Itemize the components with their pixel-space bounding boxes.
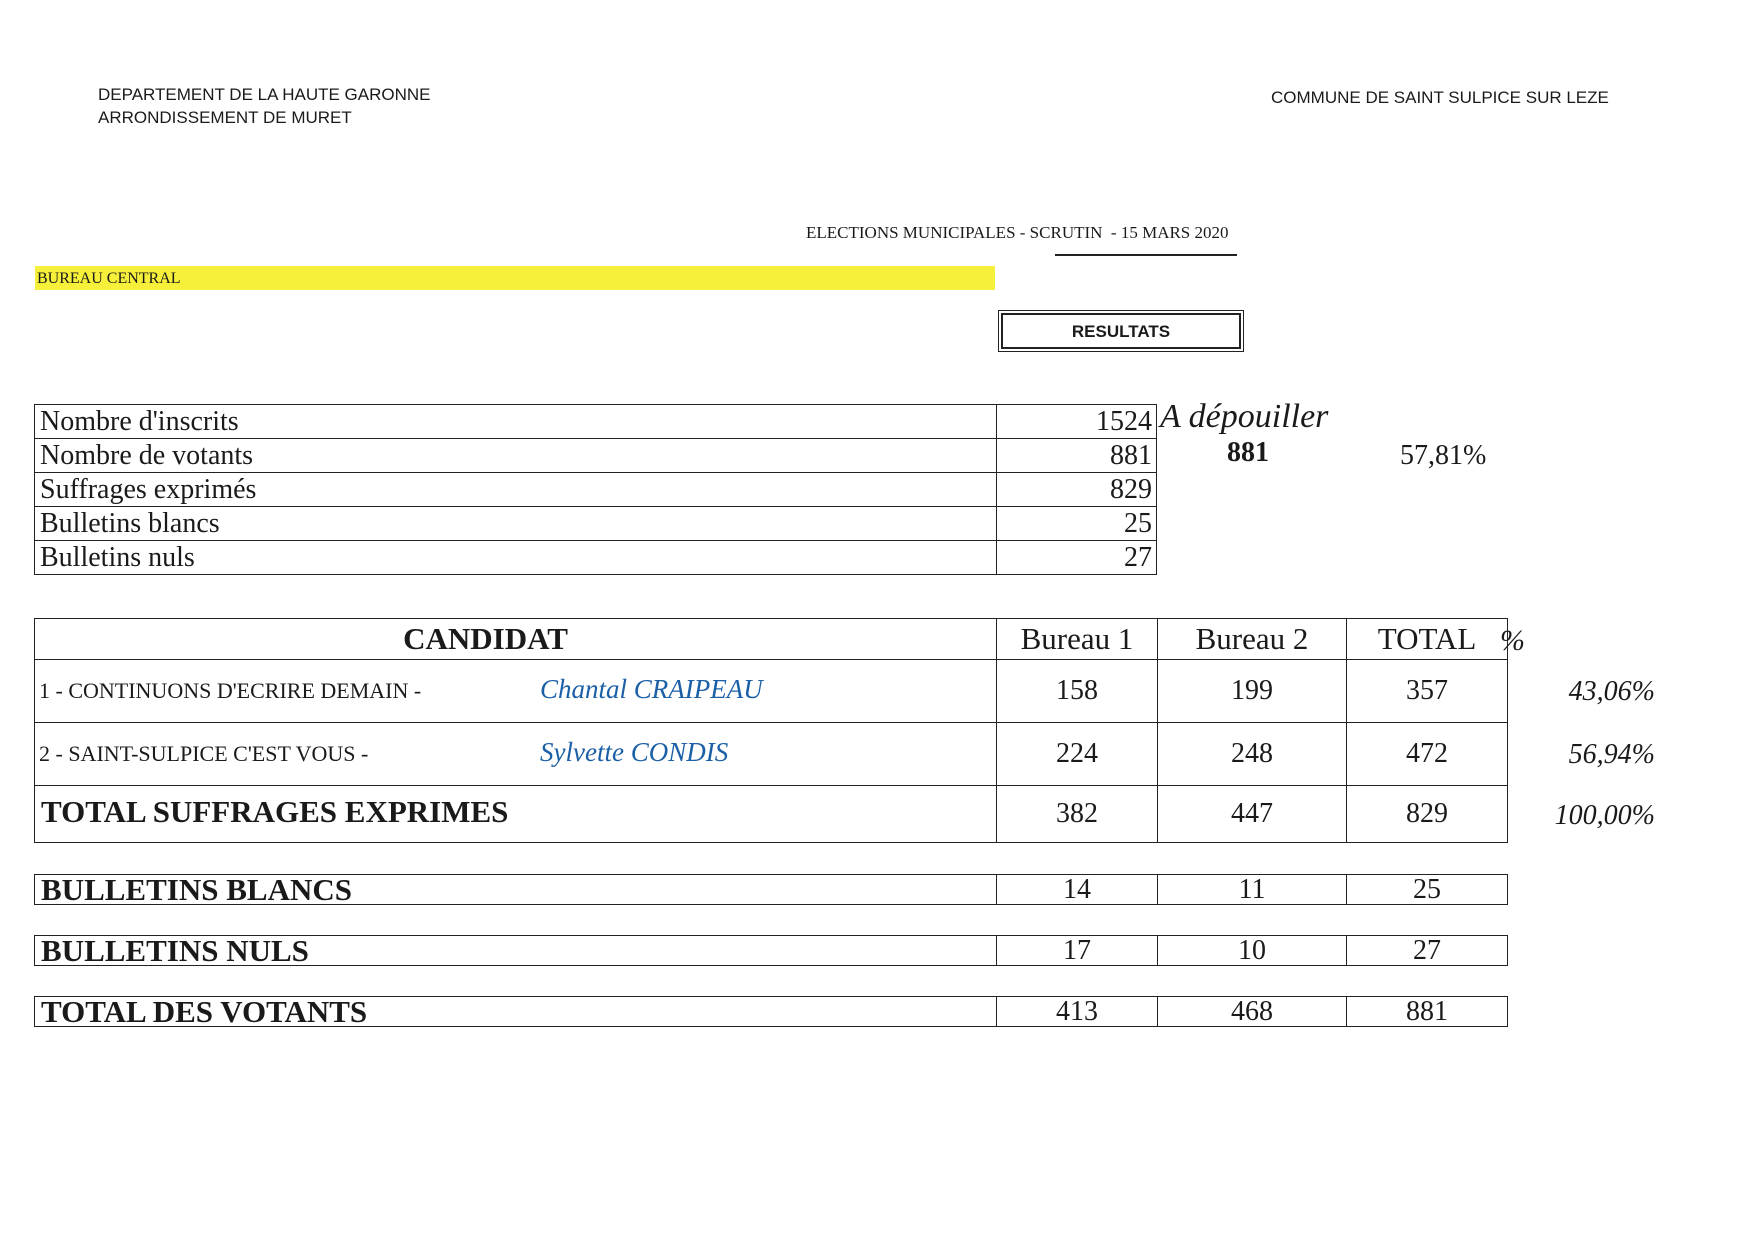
candidate-name: Sylvette CONDIS (540, 737, 729, 767)
stats-label: Bulletins nuls (35, 541, 997, 575)
nuls-row (35, 936, 1508, 966)
total-value: 472 (1347, 723, 1508, 786)
bureau1-value: 382 (997, 786, 1158, 843)
candidate-row (35, 660, 1508, 723)
header-bureau1: Bureau 1 (997, 619, 1158, 660)
stats-label: Bulletins blancs (35, 507, 997, 541)
stats-table (34, 404, 1157, 575)
votants-row (35, 997, 1508, 1027)
bureau1-value: 413 (997, 997, 1158, 1027)
votants-label: TOTAL DES VOTANTS (35, 997, 997, 1027)
resultats-label: RESULTATS (1001, 313, 1241, 349)
header-left (98, 83, 431, 129)
total-suffrages-label: TOTAL SUFFRAGES EXPRIMES (35, 786, 997, 843)
departement-text: DEPARTEMENT DE LA HAUTE GARONNE (98, 85, 431, 104)
blancs-row (35, 875, 1508, 905)
candidate-cell (35, 723, 997, 786)
election-title: ELECTIONS MUNICIPALES - SCRUTIN - 15 MARS 2020 (806, 223, 1229, 242)
a-depouiller-label: A dépouiller (1160, 398, 1329, 435)
bureau2-value: 248 (1158, 723, 1347, 786)
header-total: TOTAL (1347, 619, 1508, 660)
results-table (34, 618, 1508, 843)
bureau1-value: 14 (997, 875, 1158, 905)
title-underline (1055, 254, 1237, 256)
bureau1-value: 17 (997, 936, 1158, 966)
stats-row (35, 507, 1157, 541)
bureau-banner: BUREAU CENTRAL (35, 266, 995, 290)
nuls-table (34, 935, 1508, 966)
total-suffrages-row (35, 786, 1508, 843)
header-bureau2: Bureau 2 (1158, 619, 1347, 660)
stats-label: Nombre d'inscrits (35, 405, 997, 439)
total-value: 829 (1347, 786, 1508, 843)
stats-value: 25 (997, 507, 1157, 541)
pct-total: 100,00% (1554, 800, 1655, 831)
total-value: 881 (1347, 997, 1508, 1027)
bureau1-value: 158 (997, 660, 1158, 723)
blancs-table (34, 874, 1508, 905)
candidate-list: 2 - SAINT-SULPICE C'EST VOUS - (39, 741, 369, 766)
total-value: 357 (1347, 660, 1508, 723)
stats-value: 1524 (997, 405, 1157, 439)
votants-table (34, 996, 1508, 1027)
a-depouiller-value: 881 (1227, 437, 1269, 468)
blancs-label: BULLETINS BLANCS (35, 875, 997, 905)
stats-row (35, 405, 1157, 439)
pct-candidate-2: 56,94% (1568, 739, 1655, 770)
candidate-cell (35, 660, 997, 723)
pct-header: % (1500, 624, 1525, 657)
stats-label: Suffrages exprimés (35, 473, 997, 507)
bureau2-value: 10 (1158, 936, 1347, 966)
resultats-box (998, 310, 1244, 352)
pct-candidate-1: 43,06% (1568, 676, 1655, 707)
stats-row (35, 541, 1157, 575)
candidate-list: 1 - CONTINUONS D'ECRIRE DEMAIN - (39, 678, 422, 703)
candidate-name: Chantal CRAIPEAU (540, 674, 763, 704)
bureau2-value: 199 (1158, 660, 1347, 723)
bureau2-value: 11 (1158, 875, 1347, 905)
results-header-row (35, 619, 1508, 660)
commune-text: COMMUNE DE SAINT SULPICE SUR LEZE (1271, 88, 1609, 107)
stats-label: Nombre de votants (35, 439, 997, 473)
stats-row (35, 473, 1157, 507)
stats-value: 27 (997, 541, 1157, 575)
header-candidat: CANDIDAT (35, 619, 997, 660)
total-value: 27 (1347, 936, 1508, 966)
nuls-label: BULLETINS NULS (35, 936, 997, 966)
bureau2-value: 468 (1158, 997, 1347, 1027)
stats-value: 829 (997, 473, 1157, 507)
total-value: 25 (1347, 875, 1508, 905)
stats-row (35, 439, 1157, 473)
arrondissement-text: ARRONDISSEMENT DE MURET (98, 108, 352, 127)
participation-rate: 57,81% (1400, 440, 1487, 471)
bureau2-value: 447 (1158, 786, 1347, 843)
candidate-row (35, 723, 1508, 786)
stats-value: 881 (997, 439, 1157, 473)
bureau1-value: 224 (997, 723, 1158, 786)
